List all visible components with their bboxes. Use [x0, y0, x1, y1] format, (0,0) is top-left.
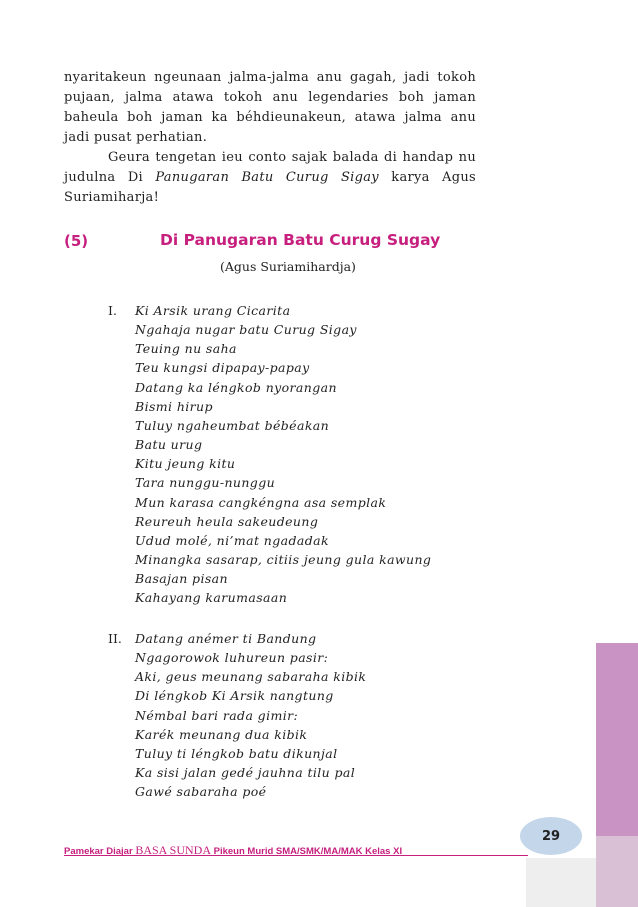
poem-line: Di léngkob Ki Arsik nangtung: [135, 688, 334, 704]
footer-subject: BASA SUNDA: [135, 843, 211, 857]
poem-line: Ngahaja nugar batu Curug Sigay: [135, 322, 357, 338]
intro-paragraph-2-end: karya Agus Suriamiharja!: [64, 170, 477, 205]
poem-line: Ki Arsik urang Cicarita: [135, 303, 291, 318]
poem-line: Udud molé, ni’mat ngadadak: [135, 532, 329, 548]
poem-line: Mun karasa cangkéngna asa semplak: [135, 494, 387, 510]
intro-paragraph-2-start: Geura tengetan ieu conto sajak balada di handap nu judulna Di: [64, 150, 476, 185]
poem-line: Tuluy ti léngkob batu dikunjal: [135, 745, 338, 761]
poem-line: Bismi hirup: [135, 398, 213, 414]
page-number: 29: [541, 828, 561, 844]
poem-line: Datang ka léngkob nyorangan: [135, 379, 337, 395]
poem-line: Tuluy ngaheumbat bébéakan: [135, 417, 330, 433]
poem-line: Ngagorowok luhureun pasir:: [135, 650, 329, 666]
poem-line: Ka sisi jalan gedé jauhna tilu pal: [135, 765, 356, 781]
poem-line: Teu kungsi dipapay-papay: [135, 360, 310, 376]
poem-line: Kitu jeung kitu: [135, 456, 236, 472]
poem-line: Némbal bari rada gimir:: [135, 707, 299, 723]
footer-text: [64, 843, 402, 858]
stanza-numeral: I.: [108, 303, 117, 318]
intro-text: [64, 68, 476, 208]
poem-line: Datang anémer ti Bandung: [135, 631, 317, 646]
poem-line: Karék meunang dua kibik: [135, 726, 308, 742]
stanza-2: [135, 629, 366, 801]
poem-line: Tara nunggu-nunggu: [135, 475, 276, 491]
intro-paragraph-1: nyaritakeun ngeunaan jalma-jalma anu gagah, jadi tokoh pujaan, jalma atawa tokoh anu legendaries boh jaman baheula boh jaman ka béhdieunakeun, atawa jalma anu jadi pusat perhatian.: [64, 70, 476, 145]
poem-number: (5): [64, 232, 89, 250]
intro-poem-title-ref: Panugaran Batu Curug Sigay: [155, 170, 379, 185]
poem-author: (Agus Suriamihardja): [220, 259, 356, 274]
footer-prefix: Pamekar Diajar: [64, 846, 133, 857]
poem-line: Gawé sabaraha poé: [135, 784, 267, 800]
stanza-numeral: II.: [108, 631, 122, 646]
footer-corner-block: [526, 858, 596, 907]
sidebar-tab: [596, 643, 638, 836]
poem-line: Kahayang karumasaan: [135, 590, 288, 606]
poem-line: Aki, geus meunang sabaraha kibik: [135, 669, 367, 685]
poem-line: Teuing nu saha: [135, 341, 237, 357]
stanza-1: [135, 301, 431, 608]
poem-line: Reureuh heula sakeudeung: [135, 513, 319, 529]
intro-paragraph-2: [64, 148, 476, 208]
poem-line: Minangka sasarap, citiis jeung gula kawung: [135, 552, 432, 568]
footer-suffix: Pikeun Murid SMA/SMK/MA/MAK Kelas XI: [213, 846, 403, 857]
page-number-badge: [520, 817, 582, 855]
poem-line: Batu urug: [135, 437, 203, 453]
poem-line: Basajan pisan: [135, 571, 228, 587]
poem-title: Di Panugaran Batu Curug Sugay: [160, 231, 441, 249]
